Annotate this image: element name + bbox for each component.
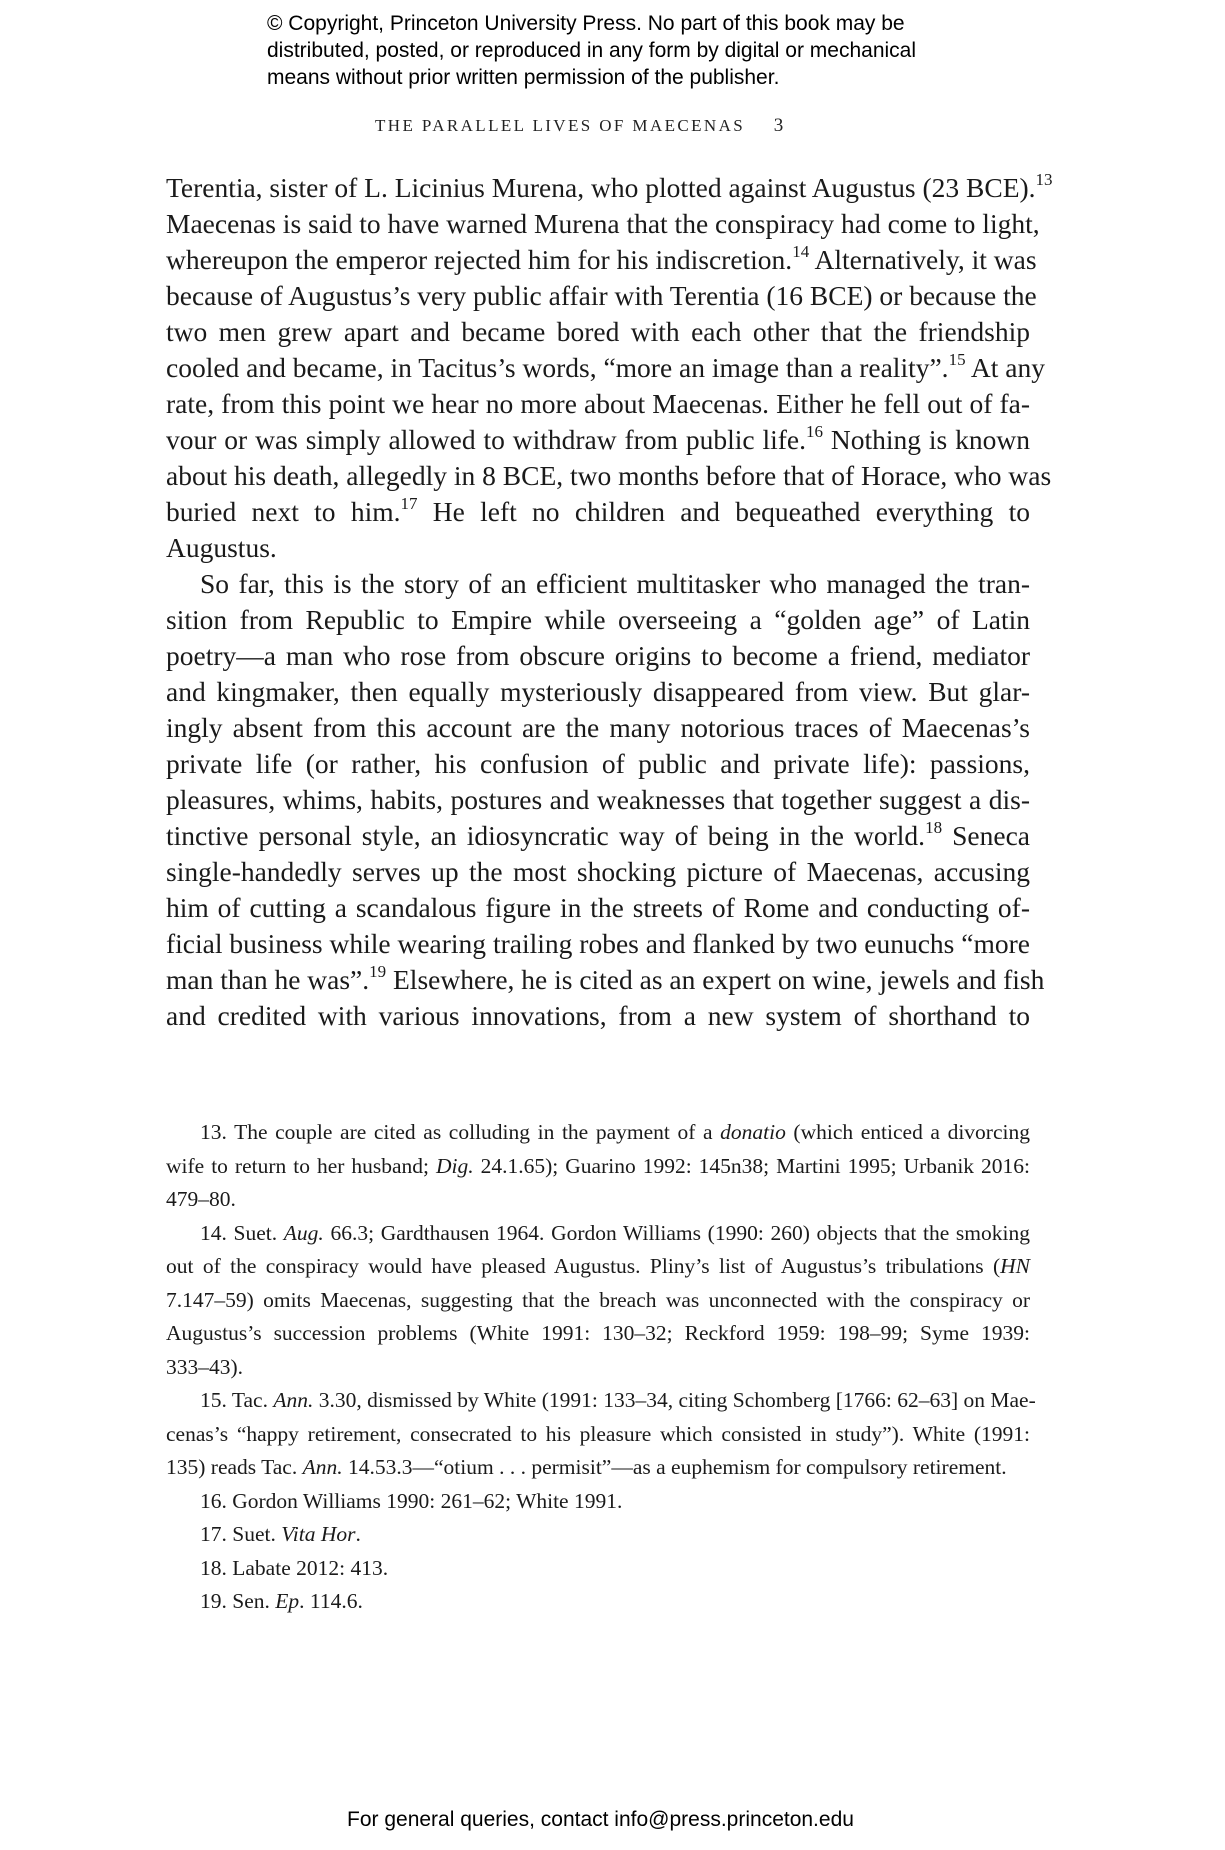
footnotes xyxy=(166,1116,1036,1619)
body-line: two men grew apart and became bored with each other that the friendship xyxy=(166,316,1030,347)
footnote-line: wife to return to her husband; Dig. 24.1.65); Guarino 1992: 145n38; Martini 1995; Urbanik 2016: xyxy=(166,1153,1031,1178)
footnote-18: 18. Labate 2012: 413. xyxy=(200,1555,389,1580)
body-line: ficial business while wearing trailing robes and flanked by two eunuchs “more xyxy=(166,928,1030,959)
body-line: single-handedly serves up the most shocking picture of Maecenas, accusing xyxy=(166,856,1030,887)
body-line: pleasures, whims, habits, postures and weaknesses that together suggest a dis- xyxy=(166,784,1030,815)
body-line: whereupon the emperor rejected him for his indiscretion.$^{14}$ Alternatively, it was xyxy=(166,241,1037,275)
footnote-line: cenas’s “happy retirement, consecrated to his pleasure which consisted in study”). White (1991: xyxy=(166,1421,1030,1446)
body-line: vour or was simply allowed to withdraw from public life.$^{16}$ Nothing is known xyxy=(166,421,1030,455)
footnote-line: 135) reads Tac. Ann. 14.53.3—“otium . . . permisit”—as a euphemism for compulsory retirement. xyxy=(166,1455,1007,1479)
footnote-line: 333–43). xyxy=(166,1354,244,1379)
body-line: cooled and became, in Tacitus’s words, “more an image than a reality”.$^{15}$ At any xyxy=(166,349,1046,383)
body-line: buried next to him.$^{17}$ He left no children and bequeathed everything to xyxy=(166,493,1030,527)
body-line: ingly absent from this account are the many notorious traces of Maecenas’s xyxy=(166,712,1030,743)
copyright-line: distributed, posted, or reproduced in any form by digital or mechanical xyxy=(267,39,917,62)
footnote-line: out of the conspiracy would have pleased Augustus. Pliny’s list of Augustus’s tribulations (HN xyxy=(166,1254,1030,1278)
body-line: sition from Republic to Empire while overseeing a “golden age” of Latin xyxy=(166,604,1030,635)
body-line: Terentia, sister of L. Licinius Murena, who plotted against Augustus (23 BCE).$^{13}$ xyxy=(166,169,1053,203)
body-line: poetry—a man who rose from obscure origins to become a friend, mediator xyxy=(166,640,1030,671)
body-text xyxy=(166,169,1053,1034)
page-number: 3 xyxy=(773,115,784,136)
body-line: because of Augustus’s very public affair with Terentia (16 BCE) or because the xyxy=(166,280,1037,311)
body-line: Maecenas is said to have warned Murena that the conspiracy had come to light, xyxy=(166,208,1040,239)
body-line: tinctive personal style, an idiosyncratic way of being in the world.$^{18}$ Seneca xyxy=(166,817,1031,851)
body-line: and kingmaker, then equally mysteriously disappeared from view. But glar- xyxy=(166,676,1030,707)
copyright-line: © Copyright, Princeton University Press. No part of this book may be xyxy=(267,12,905,35)
copyright-line: means without prior written permission of the publisher. xyxy=(267,66,780,89)
running-head xyxy=(375,115,783,137)
footer-contact: For general queries, contact info@press.princeton.edu xyxy=(347,1808,854,1831)
footnote-15: 15. Tac. Ann. 3.30, dismissed by White (1991: 133–34, citing Schomberg [1766: 62–63] on Mae- xyxy=(200,1388,1036,1412)
body-line: private life (or rather, his confusion of public and private life): passions, xyxy=(166,748,1030,779)
body-line: man than he was”.$^{19}$ Elsewhere, he is cited as an expert on wine, jewels and fish xyxy=(166,961,1045,995)
body-line: Augustus. xyxy=(166,532,277,563)
body-line: So far, this is the story of an efficient multitasker who managed the tran- xyxy=(200,568,1030,599)
body-line: and credited with various innovations, from a new system of shorthand to xyxy=(166,1000,1030,1031)
footnote-17: 17. Suet. Vita Hor. xyxy=(200,1522,361,1546)
body-line: him of cutting a scandalous figure in the streets of Rome and conducting of- xyxy=(166,892,1030,923)
running-title: THE PARALLEL LIVES OF MAECENAS xyxy=(375,116,746,135)
footnote-19: 19. Sen. Ep. 114.6. xyxy=(200,1589,363,1613)
footnote-line: 7.147–59) omits Maecenas, suggesting that the breach was unconnected with the conspiracy or xyxy=(166,1287,1030,1312)
copyright-notice xyxy=(267,10,1027,91)
footnote-14: 14. Suet. Aug. 66.3; Gardthausen 1964. Gordon Williams (1990: 260) objects that the smoking xyxy=(200,1220,1030,1245)
footnote-13: 13. The couple are cited as colluding in the payment of a donatio (which enticed a divorcing xyxy=(200,1120,1030,1144)
body-line: rate, from this point we hear no more about Maecenas. Either he fell out of fa- xyxy=(166,388,1030,419)
footnote-line: Augustus’s succession problems (White 1991: 130–32; Reckford 1959: 198–99; Syme 1939: xyxy=(166,1321,1030,1345)
footnote-16: 16. Gordon Williams 1990: 261–62; White 1991. xyxy=(200,1488,623,1513)
footnote-line: 479–80. xyxy=(166,1187,236,1211)
body-line: about his death, allegedly in 8 BCE, two months before that of Horace, who was xyxy=(166,460,1052,491)
